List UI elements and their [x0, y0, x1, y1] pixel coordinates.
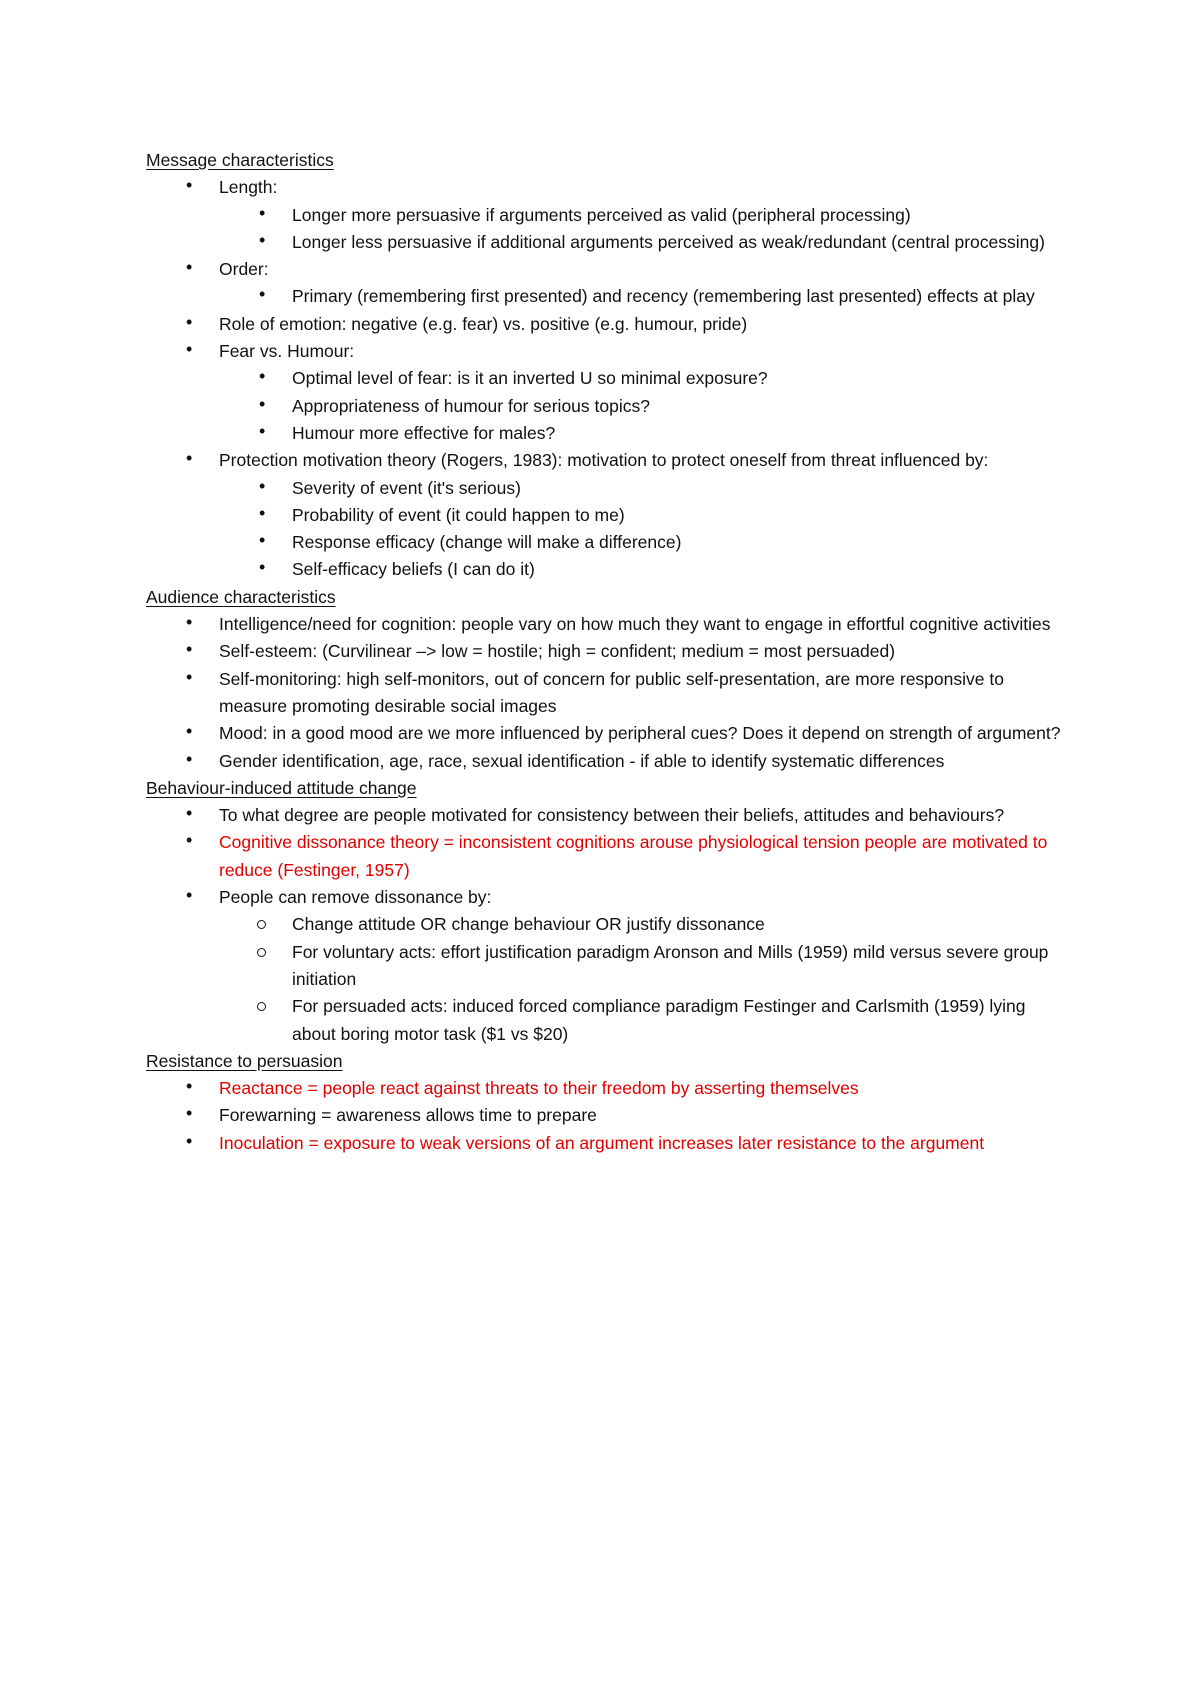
bullet-icon: •	[259, 229, 266, 250]
bullet-list	[146, 611, 1066, 775]
sub-list-item-text: For persuaded acts: induced forced compliance paradigm Festinger and Carlsmith (1959) lying about boring motor task ($1 vs $20)	[292, 996, 1026, 1044]
sub-list-item	[219, 420, 1066, 447]
bullet-icon: •	[186, 748, 193, 769]
list-item	[146, 666, 1066, 721]
bullet-icon: •	[186, 612, 193, 633]
list-item-text: Order:	[219, 259, 269, 280]
sub-list-item-text: Longer more persuasive if arguments perceived as valid (peripheral processing)	[292, 204, 911, 225]
bullet-icon: •	[186, 666, 193, 687]
list-item-text: Protection motivation theory (Rogers, 1983): motivation to protect oneself from threat influenced by:	[219, 450, 989, 471]
list-item	[146, 611, 1066, 638]
sub-list-item-text: Severity of event (it's serious)	[292, 477, 521, 498]
bullet-icon: •	[186, 639, 193, 660]
list-item	[146, 174, 1066, 256]
list-item-text: Fear vs. Humour:	[219, 341, 355, 362]
circle-bullet-icon	[257, 948, 266, 957]
section-heading: Audience characteristics	[146, 586, 336, 607]
sub-bullet-list	[219, 202, 1066, 257]
list-item	[146, 311, 1066, 338]
list-item	[146, 338, 1066, 447]
bullet-icon: •	[259, 475, 266, 496]
list-item	[146, 1075, 1066, 1102]
sub-list-item-text: Optimal level of fear: is it an inverted U so minimal exposure?	[292, 368, 768, 389]
section-heading: Message characteristics	[146, 150, 334, 170]
list-item	[146, 748, 1066, 775]
bullet-icon: •	[186, 1076, 193, 1097]
bullet-icon: •	[186, 885, 193, 906]
list-item-text: To what degree are people motivated for consistency between their beliefs, attitudes and behaviours?	[219, 805, 1005, 826]
sub-list-item-text: Probability of event (it could happen to me)	[292, 504, 625, 525]
sub-list-item	[219, 475, 1066, 502]
sub-list-item	[219, 283, 1066, 310]
list-item-text: Intelligence/need for cognition: people vary on how much they want to engage in effortful cognitive activities	[219, 614, 1051, 635]
sub-list-item-text: Primary (remembering first presented) and recency (remembering last presented) effects at play	[292, 286, 1035, 307]
list-item	[146, 256, 1066, 311]
sub-bullet-list	[219, 911, 1066, 1047]
bullet-icon: •	[186, 803, 193, 824]
bullet-icon: •	[259, 420, 266, 441]
list-item	[146, 884, 1066, 1048]
sub-list-item	[219, 202, 1066, 229]
list-item	[146, 447, 1066, 583]
list-item	[146, 638, 1066, 665]
list-item-text: Cognitive dissonance theory = inconsistent cognitions arouse physiological tension people are motivated to reduce (Festinger, 1957)	[219, 832, 1048, 880]
sub-list-item	[219, 529, 1066, 556]
sub-list-item	[219, 993, 1066, 1048]
sub-list-item	[219, 502, 1066, 529]
bullet-list	[146, 802, 1066, 1048]
document-page	[146, 147, 1066, 1157]
bullet-icon: •	[259, 502, 266, 523]
sub-bullet-list	[219, 475, 1066, 584]
sub-list-item	[219, 911, 1066, 938]
bullet-icon: •	[259, 366, 266, 387]
sub-list-item-text: For voluntary acts: effort justification paradigm Aronson and Mills (1959) mild versus severe group initiation	[292, 941, 1049, 989]
sub-list-item	[219, 229, 1066, 256]
bullet-icon: •	[259, 202, 266, 223]
list-item	[146, 720, 1066, 747]
section-heading: Behaviour-induced attitude change	[146, 777, 417, 798]
sub-list-item-text: Change attitude OR change behaviour OR justify dissonance	[292, 914, 765, 935]
sub-list-item-text: Appropriateness of humour for serious topics?	[292, 395, 650, 416]
sub-bullet-list	[219, 283, 1066, 310]
sub-list-item-text: Response efficacy (change will make a difference)	[292, 532, 682, 553]
bullet-icon: •	[186, 448, 193, 469]
sub-list-item	[219, 365, 1066, 392]
sub-list-item	[219, 556, 1066, 583]
list-item-text: Reactance = people react against threats to their freedom by asserting themselves	[219, 1078, 859, 1099]
bullet-icon: •	[259, 530, 266, 551]
circle-bullet-icon	[257, 1002, 266, 1011]
bullet-icon: •	[259, 284, 266, 305]
list-item	[146, 829, 1066, 884]
sub-list-item-text: Humour more effective for males?	[292, 422, 556, 443]
sub-list-item	[219, 939, 1066, 994]
bullet-icon: •	[186, 311, 193, 332]
sub-list-item-text: Self-efficacy beliefs (I can do it)	[292, 559, 535, 580]
bullet-icon: •	[186, 1130, 193, 1151]
bullet-list	[146, 174, 1066, 583]
bullet-icon: •	[186, 175, 193, 196]
list-item-text: Gender identification, age, race, sexual identification - if able to identify systematic differences	[219, 750, 945, 771]
bullet-icon: •	[186, 721, 193, 742]
bullet-list	[146, 1075, 1066, 1157]
list-item	[146, 1130, 1066, 1157]
list-item-text: Self-esteem: (Curvilinear –> low = hostile; high = confident; medium = most persuaded)	[219, 641, 896, 662]
bullet-icon: •	[259, 557, 266, 578]
list-item-text: People can remove dissonance by:	[219, 887, 492, 908]
list-item-text: Forewarning = awareness allows time to prepare	[219, 1105, 597, 1126]
section-heading: Resistance to persuasion	[146, 1050, 343, 1071]
list-item-text: Length:	[219, 177, 278, 198]
sub-list-item	[219, 393, 1066, 420]
circle-bullet-icon	[257, 920, 266, 929]
bullet-icon: •	[186, 830, 193, 851]
list-item-text: Role of emotion: negative (e.g. fear) vs. positive (e.g. humour, pride)	[219, 313, 748, 334]
list-item	[146, 1102, 1066, 1129]
bullet-icon: •	[186, 1103, 193, 1124]
list-item-text: Inoculation = exposure to weak versions of an argument increases later resistance to the argument	[219, 1132, 985, 1153]
list-item	[146, 802, 1066, 829]
list-item-text: Self-monitoring: high self-monitors, out of concern for public self-presentation, are more responsive to measure promoting desirable social images	[219, 668, 1004, 716]
sub-list-item-text: Longer less persuasive if additional arguments perceived as weak/redundant (central processing)	[292, 231, 1045, 252]
bullet-icon: •	[259, 393, 266, 414]
list-item-text: Mood: in a good mood are we more influenced by peripheral cues? Does it depend on strength of argument?	[219, 723, 1061, 744]
bullet-icon: •	[186, 339, 193, 360]
bullet-icon: •	[186, 257, 193, 278]
sub-bullet-list	[219, 365, 1066, 447]
